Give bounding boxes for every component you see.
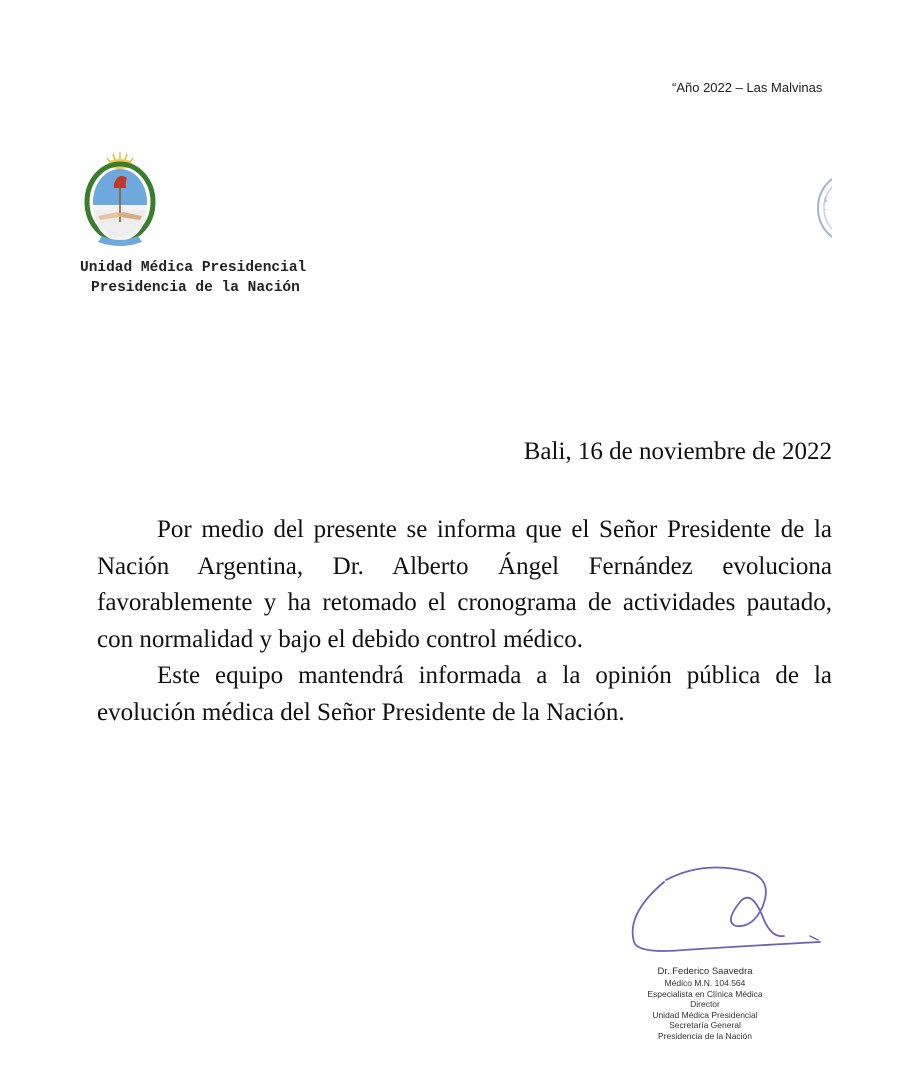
signer-role: Director — [690, 999, 720, 1009]
issuing-unit — [80, 258, 306, 298]
handwritten-signature — [624, 862, 824, 958]
signature-stamp — [620, 966, 790, 1041]
seal-stamp-icon — [814, 172, 832, 244]
paragraph-2: Este equipo mantendrá informada a la opinión pública de la evolución médica del Señor Presidente de la Nación. — [97, 662, 832, 726]
svg-text:s: s — [824, 197, 828, 204]
unit-name: Unidad Médica Presidencial — [80, 260, 307, 276]
signer-name: Dr. Federico Saavedra — [657, 966, 753, 977]
signer-unit: Unidad Médica Presidencial — [652, 1009, 758, 1020]
signer-department: Secretaría General — [669, 1020, 741, 1030]
unit-presidency: Presidencia de la Nación — [91, 280, 300, 296]
letter-body — [97, 512, 832, 731]
header-motto: “Año 2022 – Las Malvinas — [672, 80, 823, 95]
paragraph-1: Por medio del presente se informa que el Señor Presidente de la Nación Argentina, Dr. Alberto Ángel Fernández evoluciona favorablemente y ha retomado el cronograma de actividades pautado, con normalidad y bajo el debido control médico. — [97, 516, 832, 653]
svg-text:·: · — [825, 207, 827, 214]
signer-office: Presidencia de la Nación — [657, 1030, 753, 1041]
signer-license: Médico M.N. 104.564 — [664, 978, 746, 988]
signer-specialty: Especialista en Clínica Médica — [647, 988, 763, 999]
coat-of-arms-icon — [84, 150, 156, 248]
letter-date: Bali, 16 de noviembre de 2022 — [523, 438, 832, 465]
